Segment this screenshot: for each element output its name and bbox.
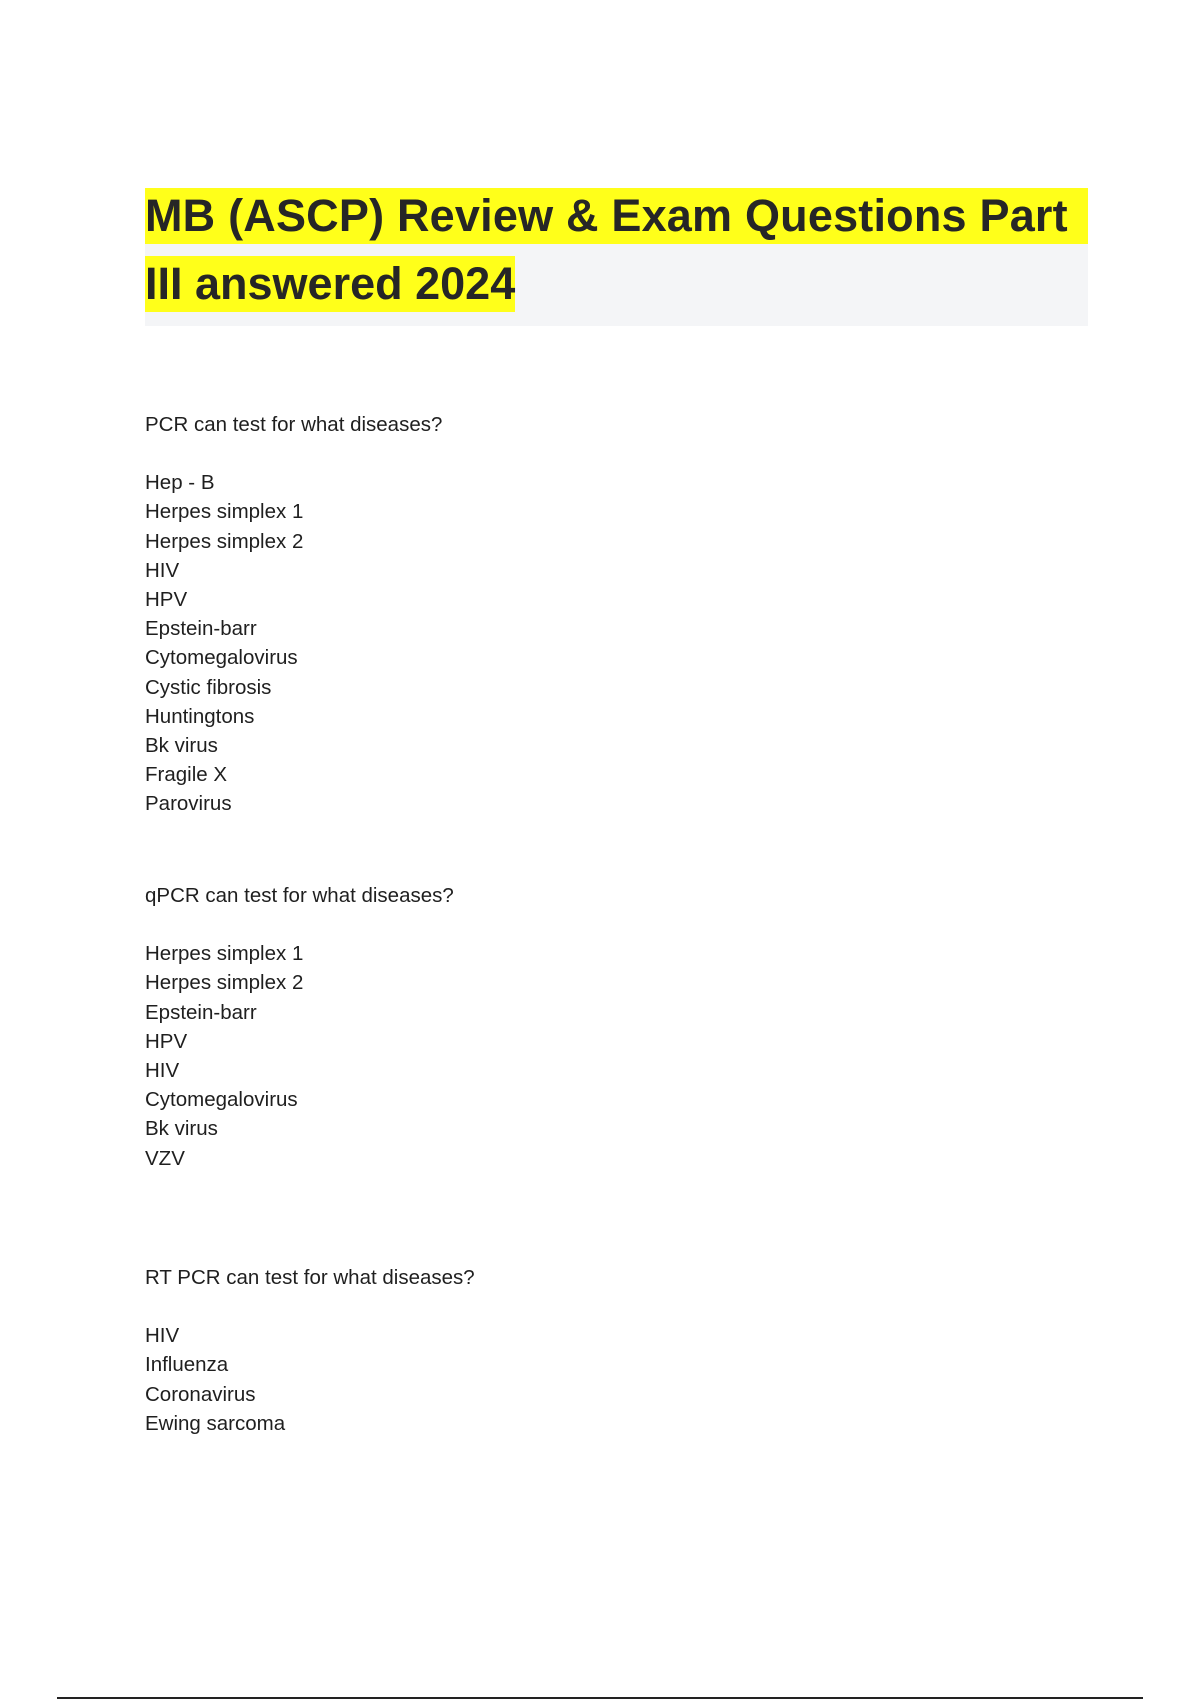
question-section-pcr <box>145 410 442 818</box>
answer-item: HIV <box>145 558 180 582</box>
answer-item: Fragile X <box>145 763 228 787</box>
answer-item: HPV <box>145 587 188 611</box>
answer-item: HIV <box>145 1058 180 1082</box>
answer-item: Herpes simplex 1 <box>145 942 304 966</box>
answer-item: Bk virus <box>145 1117 218 1141</box>
answer-item: Coronavirus <box>145 1382 256 1406</box>
answer-item: Bk virus <box>145 733 218 757</box>
answer-item: Huntingtons <box>145 704 255 728</box>
answer-item: Epstein-barr <box>145 617 257 641</box>
answer-item: Herpes simplex 2 <box>145 529 304 553</box>
answer-item: Cystic fibrosis <box>145 675 272 699</box>
answer-list <box>145 468 442 818</box>
question-text: qPCR can test for what diseases? <box>145 884 454 907</box>
answer-item: Hep - B <box>145 471 215 495</box>
answer-item: Herpes simplex 2 <box>145 971 304 995</box>
question-text: PCR can test for what diseases? <box>145 413 443 436</box>
document-title-line-1: MB (ASCP) Review & Exam Questions Part <box>145 188 1088 244</box>
answer-list <box>145 939 454 1173</box>
answer-item: HPV <box>145 1029 188 1053</box>
answer-list <box>145 1321 475 1438</box>
question-section-rt-pcr <box>145 1263 475 1438</box>
answer-item: Epstein-barr <box>145 1000 257 1024</box>
answer-item: VZV <box>145 1146 185 1170</box>
answer-item: Influenza <box>145 1353 229 1377</box>
document-title-line-2: III answered 2024 <box>145 256 515 312</box>
answer-item: Cytomegalovirus <box>145 646 298 670</box>
question-section-qpcr <box>145 881 454 1173</box>
answer-item: Cytomegalovirus <box>145 1088 298 1112</box>
question-text: RT PCR can test for what diseases? <box>145 1266 475 1289</box>
answer-item: Herpes simplex 1 <box>145 500 304 524</box>
answer-item: HIV <box>145 1324 180 1348</box>
page-bottom-divider <box>57 1697 1143 1699</box>
title-block <box>145 188 1088 326</box>
answer-item: Parovirus <box>145 792 232 816</box>
answer-item: Ewing sarcoma <box>145 1411 286 1435</box>
